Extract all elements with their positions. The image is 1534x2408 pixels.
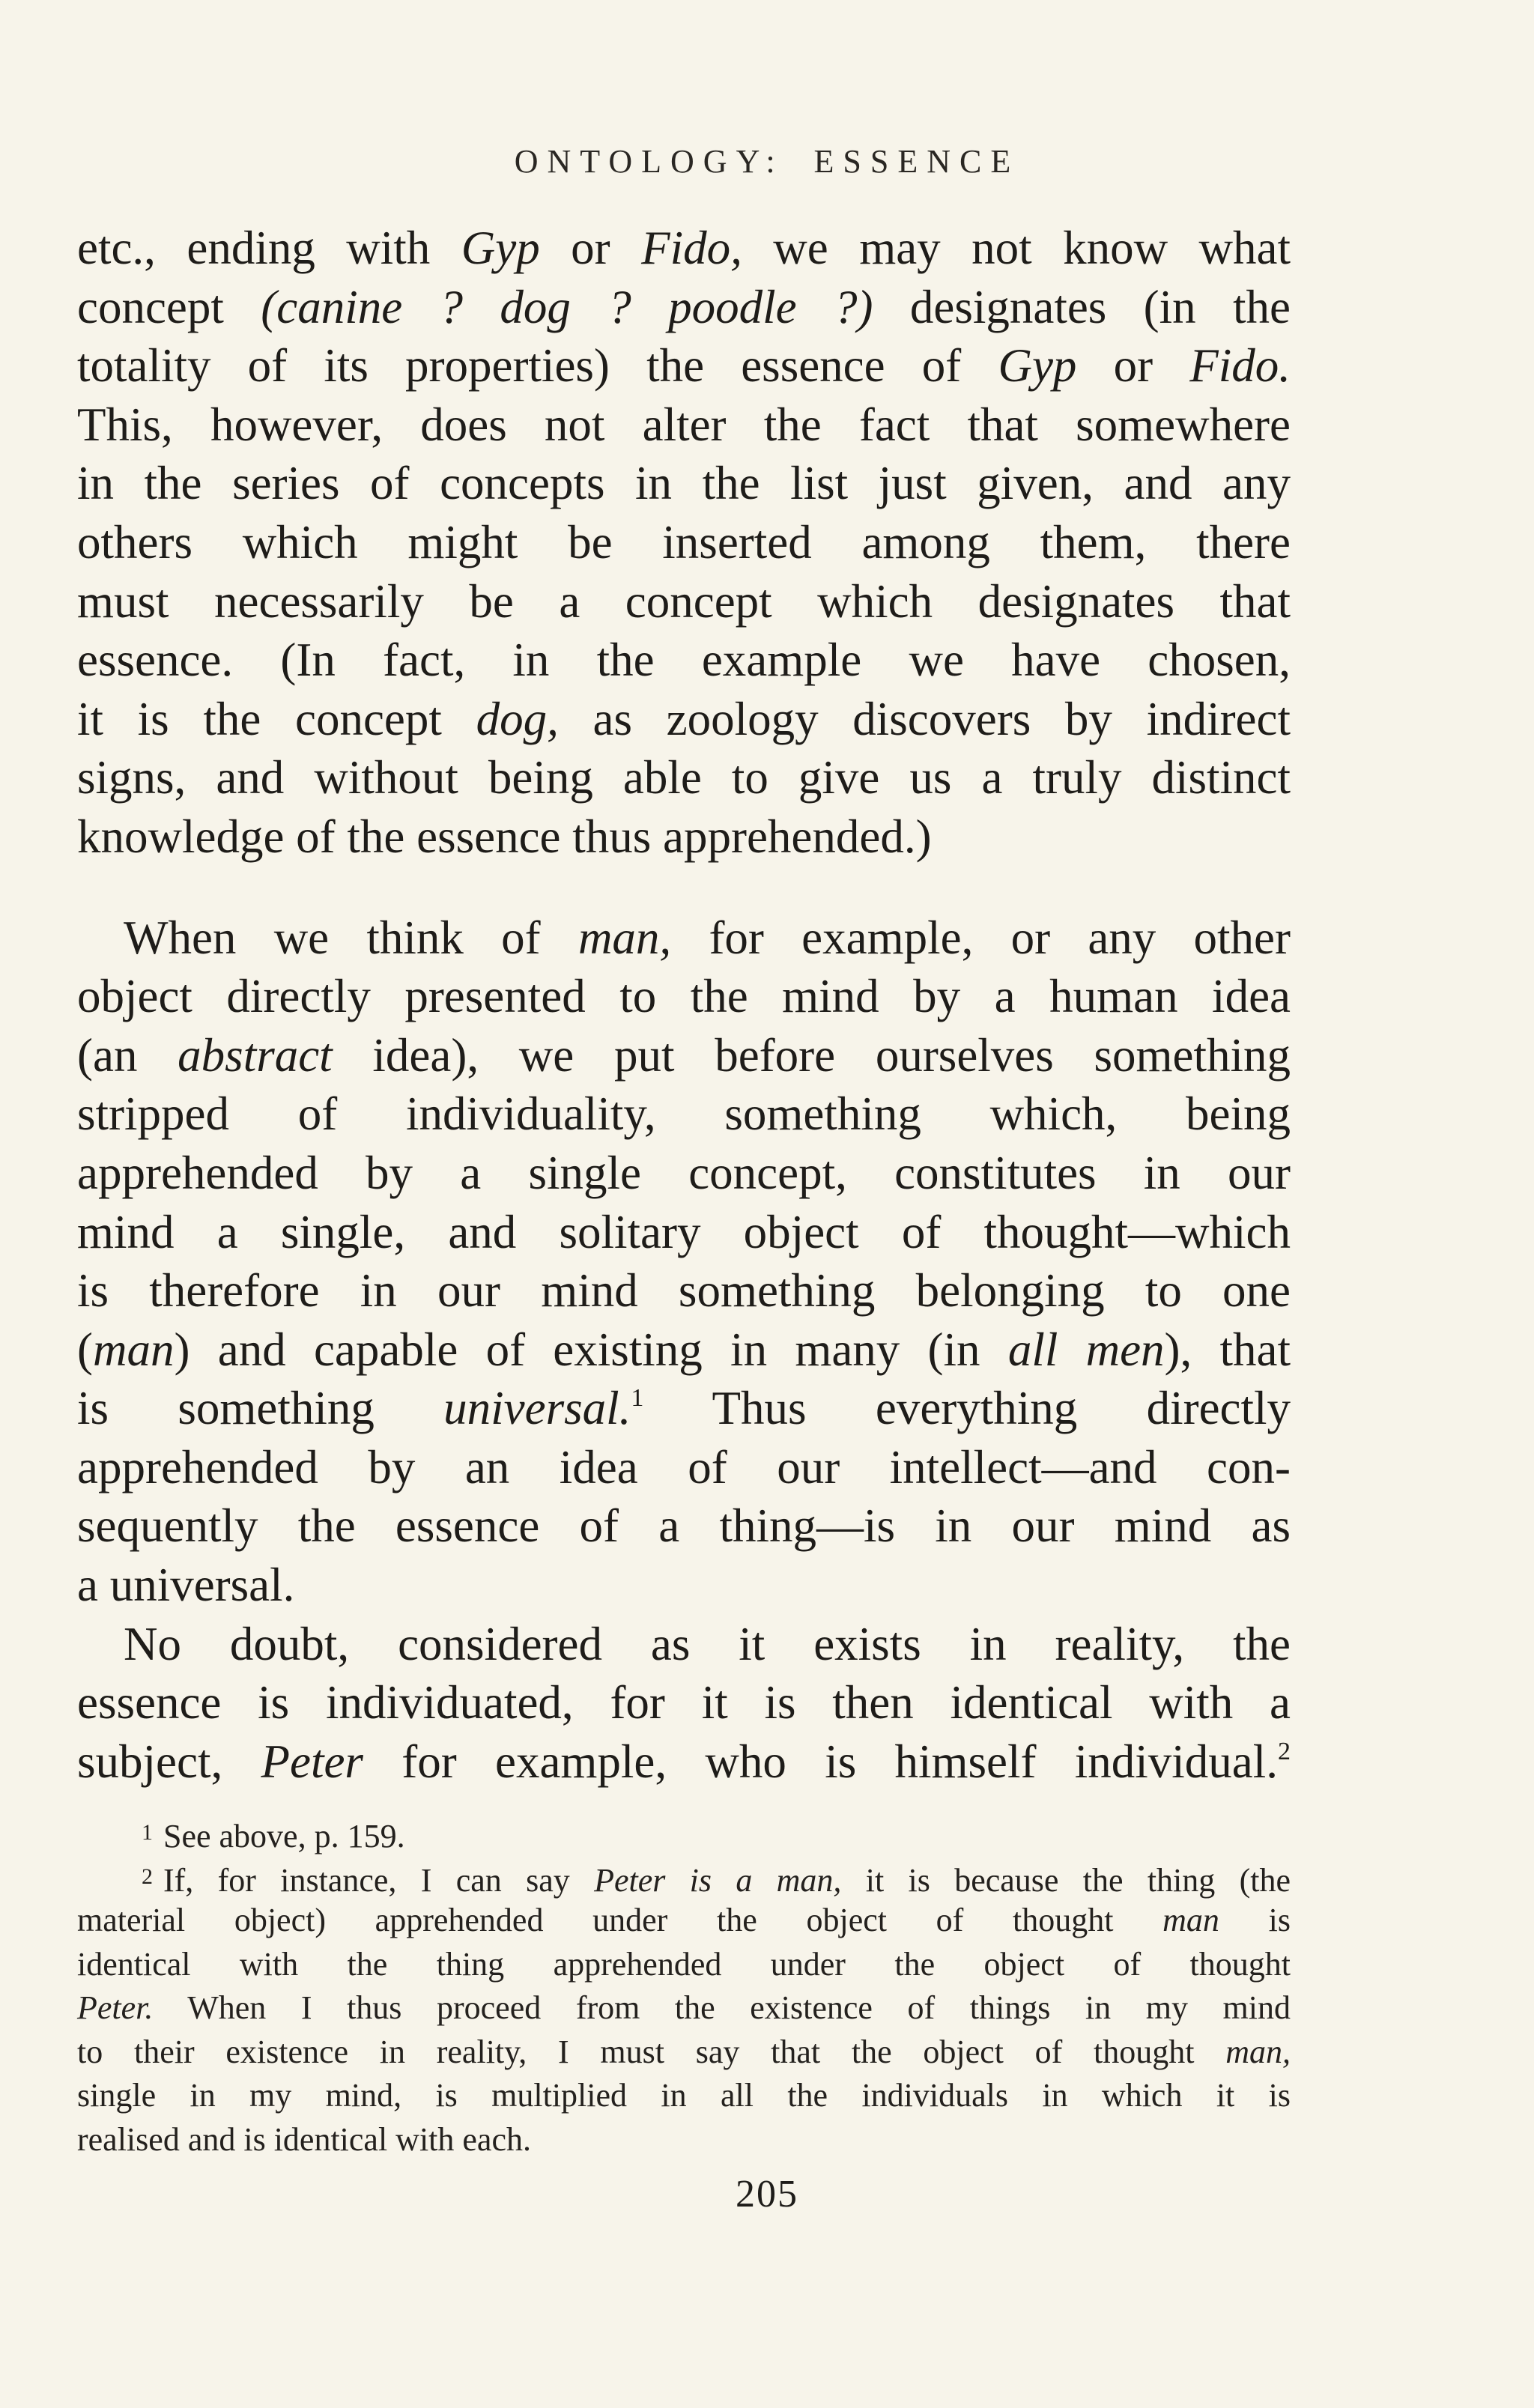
footnote-marker: 1 [142,1820,153,1845]
footnote-line: single in my mind, is multiplied in all the individuals in which it is [77,2077,1291,2114]
text-line: stripped of individuality, something which, being [77,1088,1291,1141]
footnote-line: to their existence in reality, I must say that the object of thought man, [77,2033,1291,2070]
text-line: (man) and capable of existing in many (in all men), that [77,1323,1291,1376]
text-line: signs, and without being able to give us a truly distinct [77,751,1291,804]
text-line: apprehended by an idea of our intellect—and con- [77,1440,1291,1493]
running-head [0,142,1534,181]
text-line: essence is individuated, for it is then identical with a [77,1676,1291,1729]
text-line: must necessarily be a concept which designates that [77,574,1291,628]
text-line: a universal. [77,1559,295,1612]
text-line: is something universal.$^1$ Thus everything directly [77,1382,1291,1435]
footnote-2: $^2$ If, for instance, I can say Peter is a man, it is because the thing (the [142,1861,1291,1899]
footnote-1: $^1$ See above, p. 159. [142,1818,405,1854]
text-line: sequently the essence of a thing—is in our mind as [77,1499,1291,1553]
text-line: subject, Peter for example, who is himself individual.$^2$ [77,1735,1291,1788]
running-head-right: ESSENCE [813,143,1020,180]
text-line: When we think of man, for example, or any other [124,911,1291,964]
text-line: mind a single, and solitary object of thought—which [77,1205,1291,1258]
page-number: 205 [736,2173,798,2216]
text-line: (an abstract idea), we put before ourselves something [77,1028,1291,1082]
text-line: apprehended by a single concept, constitutes in our [77,1146,1291,1199]
text-line: totality of its properties) the essence of Gyp or Fido. [77,339,1291,392]
footnote-line: realised and is identical with each. [77,2120,531,2158]
text-line: No doubt, considered as it exists in reality, the [124,1617,1291,1670]
text-line: This, however, does not alter the fact that somewhere [77,398,1291,451]
body-text [77,219,1291,1791]
running-head-left: ONTOLOGY: [514,143,784,180]
footnote-ref: 1 [631,1384,644,1413]
footnote-ref: 2 [1278,1737,1291,1765]
text-line: others which might be inserted among them, there [77,515,1291,568]
text-line: is therefore in our mind something belonging to one [77,1264,1291,1317]
footnote-line: Peter. When I thus proceed from the existence of things in my mind [77,1989,1291,2026]
text-line: essence. (In fact, in the example we have chosen, [77,634,1291,687]
text-line: knowledge of the essence thus apprehended.) [77,810,932,863]
footnotes [77,1811,1291,2162]
text-line: in the series of concepts in the list just given, and any [77,457,1291,510]
text-line: it is the concept dog, as zoology discovers by indirect [77,692,1291,745]
text-line: object directly presented to the mind by a human idea [77,970,1291,1023]
footnote-marker: 2 [142,1863,153,1889]
text-line: etc., ending with Gyp or Fido, we may not know what [77,222,1291,274]
footnote-line: material object) apprehended under the object of thought man is [77,1902,1291,1938]
text-line: concept (canine ? dog ? poodle ?) designates (in the [77,280,1291,333]
footnote-line: identical with the thing apprehended under the object of thought [77,1945,1291,1983]
